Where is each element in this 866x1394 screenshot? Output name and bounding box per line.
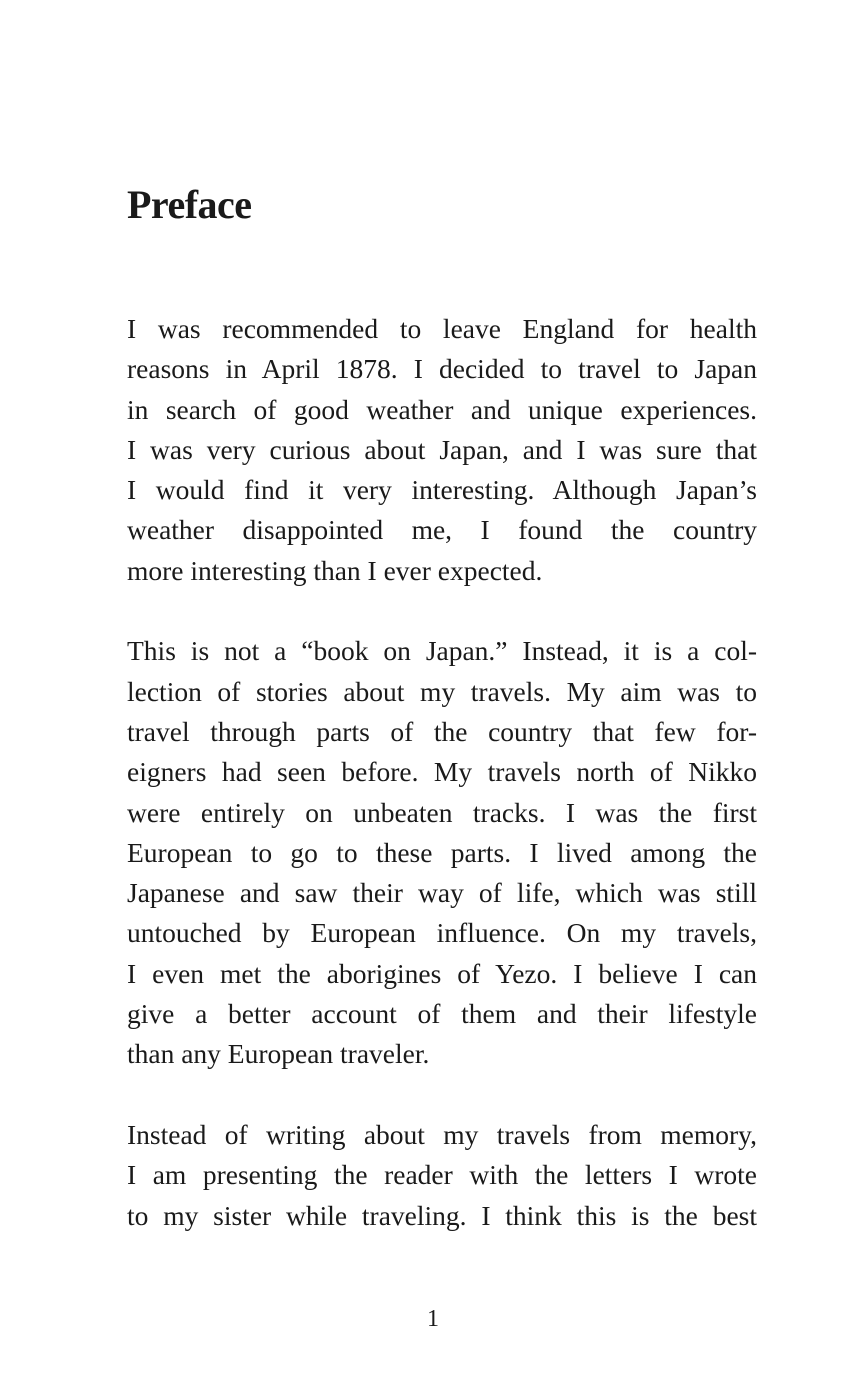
text-line: European to go to these parts. I lived among the <box>127 836 757 868</box>
text-line: I was recommended to leave England for health <box>127 313 757 344</box>
text-line: I even met the aborigines of Yezo. I believe I can <box>127 957 757 989</box>
text-line: lection of stories about my travels. My aim was to <box>127 675 757 707</box>
text-line: travel through parts of the country that few for- <box>127 715 757 747</box>
text-line: Japanese and saw their way of life, which was still <box>127 877 757 909</box>
text-line: than any European traveler. <box>127 1038 430 1070</box>
text-line: eigners had seen before. My travels north of Nikko <box>127 756 757 788</box>
text-line: more interesting than I ever expected. <box>127 554 543 586</box>
text-line: This is not a “book on Japan.” Instead, it is a col- <box>127 635 757 667</box>
text-line: in search of good weather and unique experiences. <box>127 393 757 425</box>
text-line: I was very curious about Japan, and I was sure that <box>127 433 757 465</box>
text-line: Instead of writing about my travels from memory, <box>127 1118 757 1150</box>
paragraph-1 <box>127 309 757 591</box>
text-line: weather disappointed me, I found the country <box>127 514 757 546</box>
body-text <box>127 309 757 1236</box>
text-line: to my sister while traveling. I think this is the best <box>127 1199 757 1231</box>
text-line: I am presenting the reader with the letters I wrote <box>127 1159 757 1191</box>
page-number: 1 <box>427 1306 439 1332</box>
text-line: I would find it very interesting. Although Japan’s <box>127 474 757 506</box>
text-line: reasons in April 1878. I decided to travel to Japan <box>127 353 757 385</box>
page-title: Preface <box>127 182 252 227</box>
paragraph-3 <box>127 1115 757 1236</box>
text-line: give a better account of them and their lifestyle <box>127 998 757 1030</box>
text-line: were entirely on unbeaten tracks. I was the first <box>127 796 757 828</box>
paragraph-2 <box>127 631 757 1074</box>
text-line: untouched by European influence. On my travels, <box>127 917 757 949</box>
